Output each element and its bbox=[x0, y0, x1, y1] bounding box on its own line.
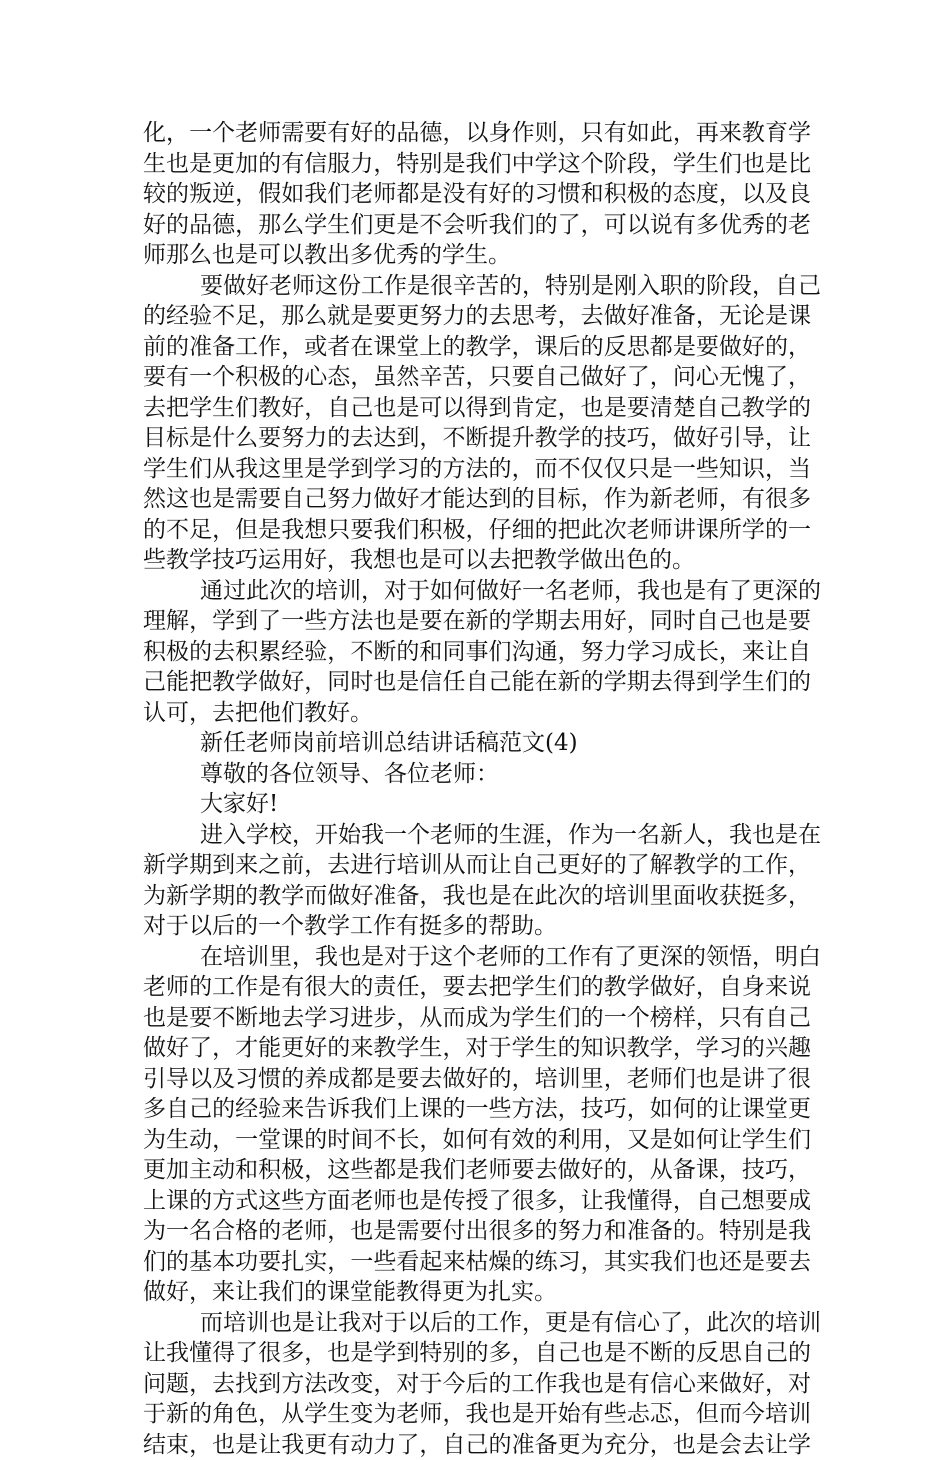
text-line: 的不足，但是我想只要我们积极，仔细的把此次老师讲课所学的一 bbox=[143, 515, 811, 546]
text-line: 新任老师岗前培训总结讲话稿范文(4) bbox=[143, 728, 811, 759]
text-line: 师那么也是可以教出多优秀的学生。 bbox=[143, 240, 811, 271]
text-line: 尊敬的各位领导、各位老师： bbox=[143, 759, 811, 790]
text-line: 引导以及习惯的养成都是要去做好的，培训里，老师们也是讲了很 bbox=[143, 1064, 811, 1095]
paragraph bbox=[143, 820, 811, 942]
paragraph bbox=[143, 1308, 811, 1460]
paragraph bbox=[143, 728, 811, 759]
text-line: 认可，去把他们教好。 bbox=[143, 698, 811, 729]
document-body bbox=[143, 118, 811, 1460]
text-line: 上课的方式这些方面老师也是传授了很多，让我懂得，自己想要成 bbox=[143, 1186, 811, 1217]
paragraph bbox=[143, 759, 811, 790]
text-line: 让我懂得了很多，也是学到特别的多，自己也是不断的反思自己的 bbox=[143, 1338, 811, 1369]
text-line: 做好了，才能更好的来教学生，对于学生的知识教学，学习的兴趣 bbox=[143, 1033, 811, 1064]
text-line: 对于以后的一个教学工作有挺多的帮助。 bbox=[143, 911, 811, 942]
text-line: 要有一个积极的心态，虽然辛苦，只要自己做好了，问心无愧了， bbox=[143, 362, 811, 393]
text-line: 好的品德，那么学生们更是不会听我们的了，可以说有多优秀的老 bbox=[143, 210, 811, 241]
text-line: 而培训也是让我对于以后的工作，更是有信心了，此次的培训 bbox=[143, 1308, 811, 1339]
text-line: 目标是什么要努力的去达到，不断提升教学的技巧，做好引导，让 bbox=[143, 423, 811, 454]
text-line: 问题，去找到方法改变，对于今后的工作我也是有信心来做好，对 bbox=[143, 1369, 811, 1400]
text-line: 更加主动和积极，这些都是我们老师要去做好的，从备课，技巧， bbox=[143, 1155, 811, 1186]
text-line: 多自己的经验来告诉我们上课的一些方法，技巧，如何的让课堂更 bbox=[143, 1094, 811, 1125]
text-line: 较的叛逆，假如我们老师都是没有好的习惯和积极的态度，以及良 bbox=[143, 179, 811, 210]
paragraph bbox=[143, 271, 811, 576]
text-line: 在培训里，我也是对于这个老师的工作有了更深的领悟，明白 bbox=[143, 942, 811, 973]
paragraph bbox=[143, 942, 811, 1308]
text-line: 的经验不足，那么就是要更努力的去思考，去做好准备，无论是课 bbox=[143, 301, 811, 332]
text-line: 做好，来让我们的课堂能教得更为扎实。 bbox=[143, 1277, 811, 1308]
paragraph bbox=[143, 789, 811, 820]
text-line: 己能把教学做好，同时也是信任自己能在新的学期去得到学生们的 bbox=[143, 667, 811, 698]
text-line: 进入学校，开始我一个老师的生涯，作为一名新人，我也是在 bbox=[143, 820, 811, 851]
text-line: 为生动，一堂课的时间不长，如何有效的利用，又是如何让学生们 bbox=[143, 1125, 811, 1156]
text-line: 生也是更加的有信服力，特别是我们中学这个阶段，学生们也是比 bbox=[143, 149, 811, 180]
text-line: 前的准备工作，或者在课堂上的教学，课后的反思都是要做好的， bbox=[143, 332, 811, 363]
text-line: 化，一个老师需要有好的品德，以身作则，只有如此，再来教育学 bbox=[143, 118, 811, 149]
text-line: 然这也是需要自己努力做好才能达到的目标，作为新老师，有很多 bbox=[143, 484, 811, 515]
text-line: 理解，学到了一些方法也是要在新的学期去用好，同时自己也是要 bbox=[143, 606, 811, 637]
text-line: 于新的角色，从学生变为老师，我也是开始有些忐忑，但而今培训 bbox=[143, 1399, 811, 1430]
text-line: 要做好老师这份工作是很辛苦的，特别是刚入职的阶段，自己 bbox=[143, 271, 811, 302]
text-line: 为新学期的教学而做好准备，我也是在此次的培训里面收获挺多， bbox=[143, 881, 811, 912]
text-line: 新学期到来之前，去进行培训从而让自己更好的了解教学的工作， bbox=[143, 850, 811, 881]
text-line: 通过此次的培训，对于如何做好一名老师，我也是有了更深的 bbox=[143, 576, 811, 607]
text-line: 学生们从我这里是学到学习的方法的，而不仅仅只是一些知识，当 bbox=[143, 454, 811, 485]
text-line: 些教学技巧运用好，我想也是可以去把教学做出色的。 bbox=[143, 545, 811, 576]
text-line: 也是要不断地去学习进步，从而成为学生们的一个榜样，只有自己 bbox=[143, 1003, 811, 1034]
text-line: 为一名合格的老师，也是需要付出很多的努力和准备的。特别是我 bbox=[143, 1216, 811, 1247]
text-line: 们的基本功要扎实，一些看起来枯燥的练习，其实我们也还是要去 bbox=[143, 1247, 811, 1278]
paragraph bbox=[143, 118, 811, 271]
text-line: 积极的去积累经验，不断的和同事们沟通，努力学习成长，来让自 bbox=[143, 637, 811, 668]
text-line: 去把学生们教好，自己也是可以得到肯定，也是要清楚自己教学的 bbox=[143, 393, 811, 424]
text-line: 大家好! bbox=[143, 789, 811, 820]
text-line: 结束，也是让我更有动力了，自己的准备更为充分，也是会去让学 bbox=[143, 1430, 811, 1460]
paragraph bbox=[143, 576, 811, 729]
text-line: 老师的工作是有很大的责任，要去把学生们的教学做好，自身来说 bbox=[143, 972, 811, 1003]
